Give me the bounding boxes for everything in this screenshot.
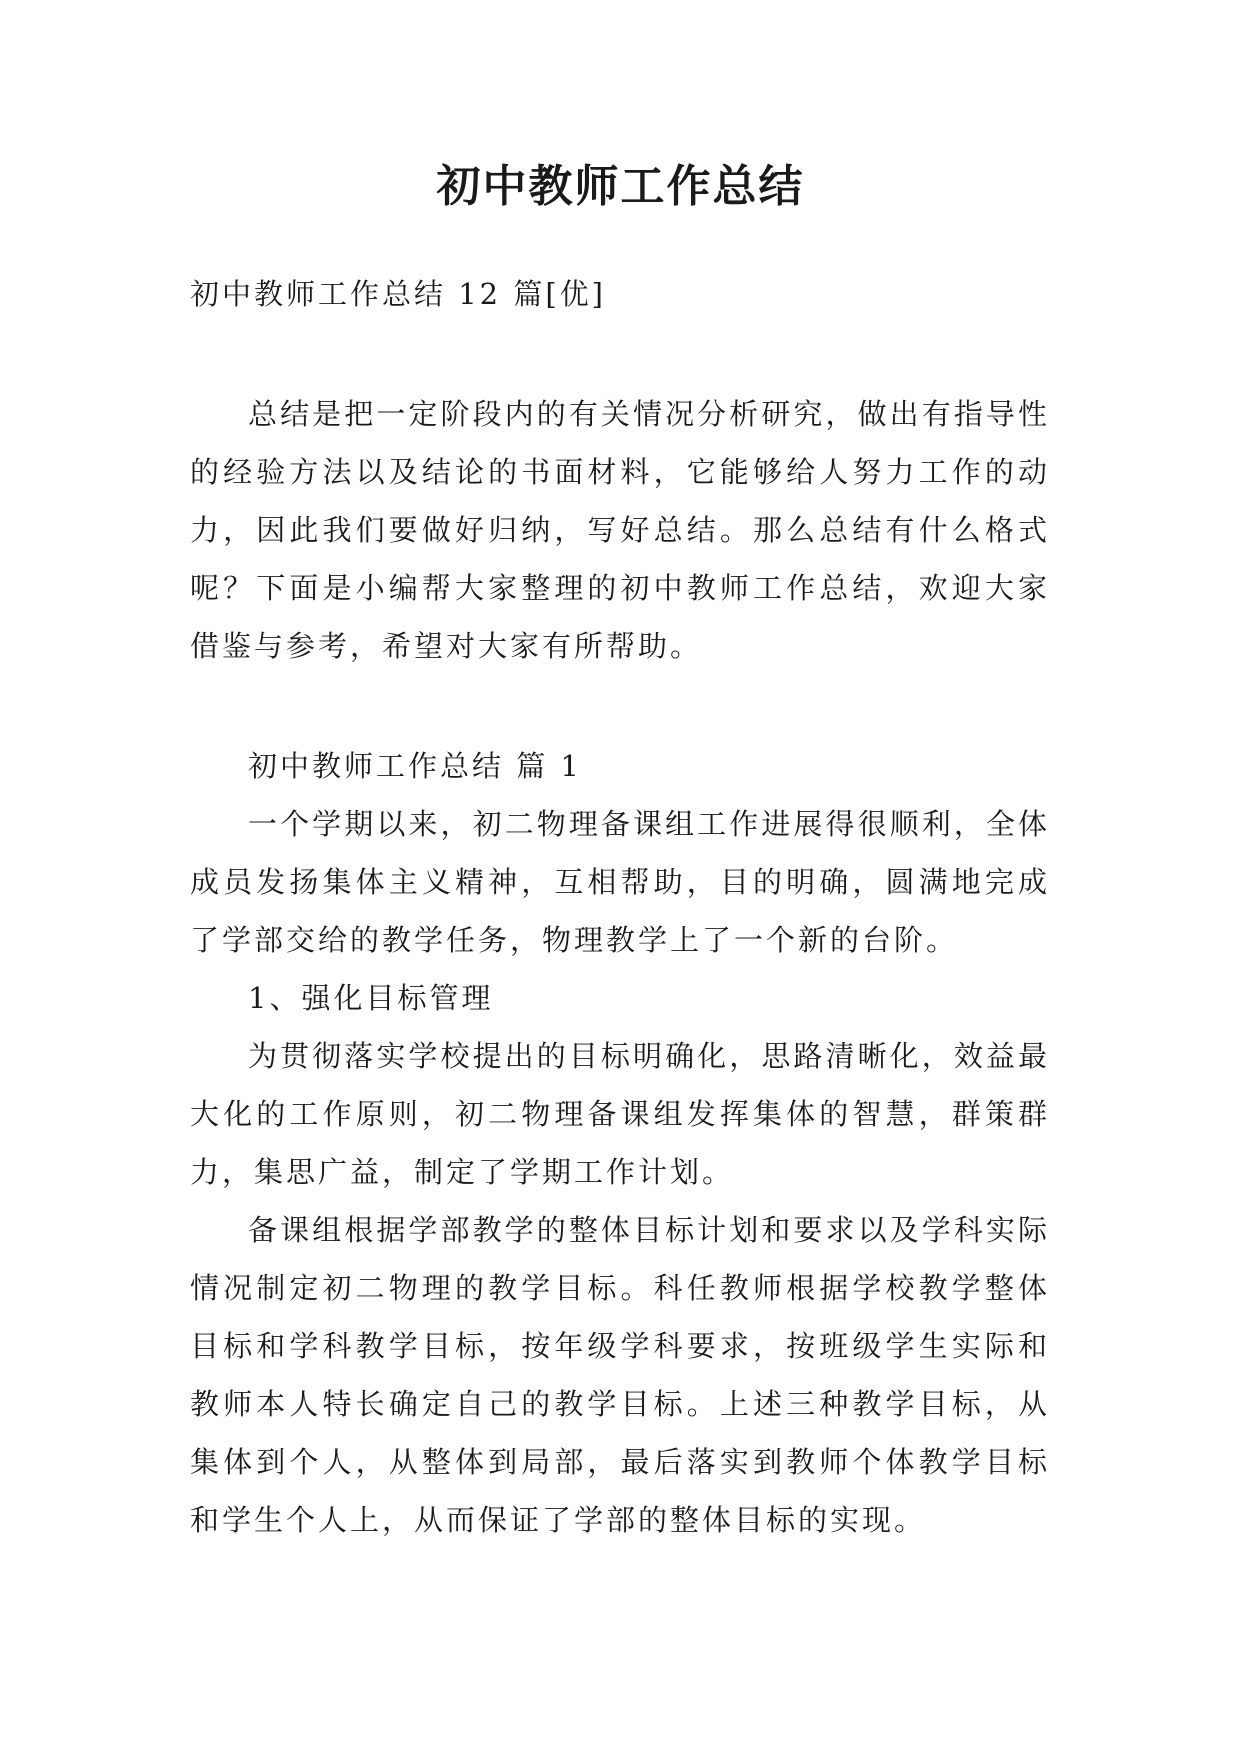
document-title: 初中教师工作总结 (436, 161, 805, 212)
body-paragraph: 一个学期以来，初二物理备课组工作进展得很顺利，全体成员发扬集体主义精神，互相帮助，目的明确，圆满地完成了学部交给的教学任务，物理教学上了一个新的台阶。 (190, 807, 1050, 957)
body-paragraph: 备课组根据学部教学的整体目标计划和要求以及学科实际情况制定初二物理的教学目标。科任教师根据学校教学整体目标和学科教学目标，按年级学科要求，按班级学生实际和教师本人特长确定自己的教学目标。上述三种教学目标，从集体到个人，从整体到局部，最后落实到教师个体教学目标和学生个人上，从而保证了学部的整体目标的实现。 (190, 1213, 1050, 1537)
body-paragraph: 为贯彻落实学校提出的目标明确化，思路清晰化，效益最大化的工作原则，初二物理备课组发挥集体的智慧，群策群力，集思广益，制定了学期工作计划。 (190, 1039, 1050, 1189)
document-subtitle: 初中教师工作总结 12 篇[优] (190, 277, 606, 311)
numbered-heading: 1、强化目标管理 (248, 981, 494, 1015)
intro-paragraph: 总结是把一定阶段内的有关情况分析研究，做出有指导性的经验方法以及结论的书面材料，它能够给人努力工作的动力，因此我们要做好归纳，写好总结。那么总结有什么格式呢？下面是小编帮大家整理的初中教师工作总结，欢迎大家借鉴与参考，希望对大家有所帮助。 (190, 397, 1050, 663)
document-body (190, 265, 1050, 1549)
section-heading: 初中教师工作总结 篇 1 (248, 749, 582, 783)
